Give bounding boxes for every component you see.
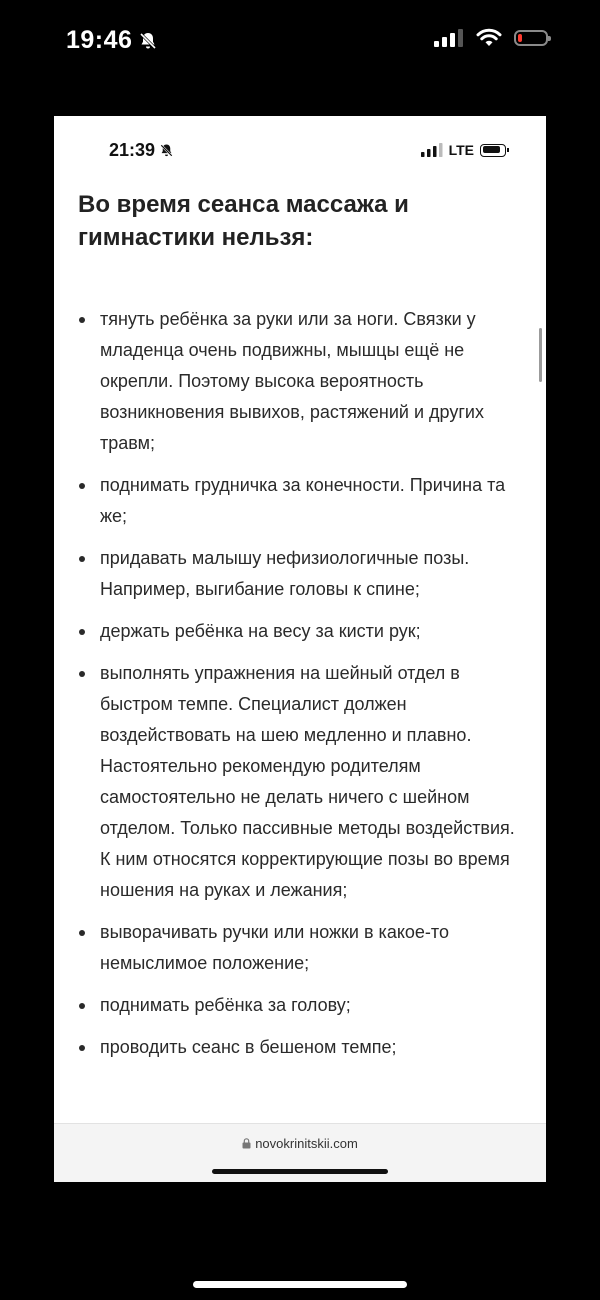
bullet-dot bbox=[79, 556, 85, 562]
inner-status-icons bbox=[421, 142, 506, 158]
bullet-dot bbox=[79, 317, 85, 323]
list-item bbox=[78, 658, 528, 906]
inner-clock bbox=[109, 140, 174, 161]
outer-clock bbox=[66, 26, 158, 55]
network-type-label: LTE bbox=[448, 142, 474, 158]
list-item bbox=[78, 543, 528, 605]
browser-address-bar[interactable] bbox=[54, 1123, 546, 1182]
outer-battery-fill bbox=[518, 34, 522, 42]
inner-battery-icon bbox=[480, 144, 506, 157]
bell-muted-icon bbox=[138, 31, 158, 51]
outer-home-indicator[interactable] bbox=[193, 1281, 407, 1288]
bullet-dot bbox=[79, 1045, 85, 1051]
list-item bbox=[78, 1032, 528, 1063]
inner-home-indicator[interactable] bbox=[212, 1169, 388, 1174]
list-item bbox=[78, 990, 528, 1021]
url-display[interactable] bbox=[54, 1136, 546, 1151]
outer-status-icons bbox=[434, 28, 548, 48]
list-item-text: выполнять упражнения на шейный отдел в быстром темпе. Специалист должен воздействовать на шею медленно и плавно. Настоятельно рекомендую родителям самостоятельно не делать ничего с шейном отделом. Только пассивные методы воздействия. К ним относятся корректирующие позы во время ношения на руках и лежания; bbox=[100, 663, 515, 900]
outer-battery-icon bbox=[514, 30, 548, 46]
list-item-text: поднимать грудничка за конечности. Причина та же; bbox=[100, 475, 506, 526]
bell-muted-icon bbox=[159, 143, 174, 158]
outer-time-text: 19:46 bbox=[66, 26, 133, 54]
list-item-text: выворачивать ручки или ножки в какое-то немыслимое положение; bbox=[100, 922, 449, 973]
scroll-indicator[interactable] bbox=[539, 328, 542, 382]
list-item-text: проводить сеанс в бешеном темпе; bbox=[100, 1037, 397, 1057]
inner-battery-fill bbox=[483, 146, 500, 153]
inner-status-bar bbox=[54, 116, 546, 186]
bullet-dot bbox=[79, 671, 85, 677]
list-item-text: тянуть ребёнка за руки или за ноги. Связки у младенца очень подвижны, мышцы ещё не окрепли. Поэтому высока вероятность возникновения вывихов, растяжений и других травм; bbox=[100, 309, 484, 453]
bullet-dot bbox=[79, 629, 85, 635]
list-item-text: держать ребёнка на весу за кисти рук; bbox=[100, 621, 421, 641]
lock-icon bbox=[242, 1138, 251, 1149]
list-item-text: поднимать ребёнка за голову; bbox=[100, 995, 351, 1015]
url-text: novokrinitskii.com bbox=[255, 1136, 358, 1151]
embedded-screenshot bbox=[54, 116, 546, 1182]
list-item bbox=[78, 470, 528, 532]
cellular-signal-icon bbox=[434, 28, 464, 48]
list-item bbox=[78, 917, 528, 979]
wifi-icon bbox=[476, 28, 502, 48]
bullet-dot bbox=[79, 1003, 85, 1009]
bullet-dot bbox=[79, 483, 85, 489]
article-bullet-list bbox=[78, 304, 528, 1074]
inner-time-text: 21:39 bbox=[109, 140, 156, 160]
article-heading: Во время сеанса массажа и гимнастики нельзя: bbox=[78, 191, 409, 251]
outer-status-bar bbox=[0, 0, 600, 80]
list-item-text: придавать малышу нефизиологичные позы. Например, выгибание головы к спине; bbox=[100, 548, 470, 599]
bullet-dot bbox=[79, 930, 85, 936]
cellular-signal-icon bbox=[421, 143, 443, 157]
list-item bbox=[78, 616, 528, 647]
list-item bbox=[78, 304, 528, 459]
